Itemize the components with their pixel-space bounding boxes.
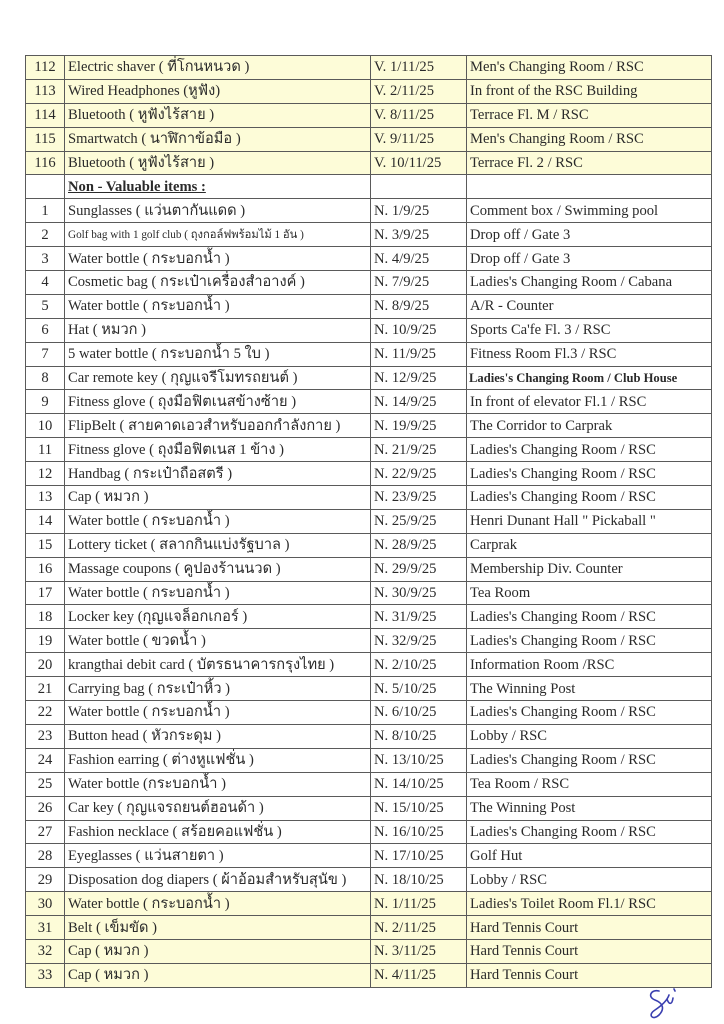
item-description: Carrying bag ( กระเป๋าหิ้ว ) (65, 677, 371, 701)
row-number: 113 (26, 79, 65, 103)
section-heading-row (26, 175, 712, 199)
item-code: V. 9/11/25 (371, 127, 467, 151)
row-number: 18 (26, 605, 65, 629)
found-location: Sports Ca'fe Fl. 3 / RSC (467, 318, 712, 342)
item-description: Locker key (กุญแจล็อกเกอร์ ) (65, 605, 371, 629)
item-description: Massage coupons ( คูปองร้านนวด ) (65, 557, 371, 581)
found-location: Terrace Fl. M / RSC (467, 103, 712, 127)
table-row (26, 677, 712, 701)
item-code: N. 2/11/25 (371, 916, 467, 940)
row-number: 112 (26, 56, 65, 80)
item-description: Water bottle (กระบอกน้ำ ) (65, 772, 371, 796)
table-row (26, 56, 712, 80)
item-code: N. 11/9/25 (371, 342, 467, 366)
row-number: 33 (26, 963, 65, 987)
item-description: krangthai debit card ( บัตรธนาคารกรุงไทย ) (65, 653, 371, 677)
item-description: Electric shaver ( ที่โกนหนวด ) (65, 56, 371, 80)
item-description: Sunglasses ( แว่นตากันแดด ) (65, 199, 371, 223)
row-number: 21 (26, 677, 65, 701)
item-code: N. 32/9/25 (371, 629, 467, 653)
table-row (26, 462, 712, 486)
item-description: Eyeglasses ( แว่นสายตา ) (65, 844, 371, 868)
item-description: Water bottle ( กระบอกน้ำ ) (65, 509, 371, 533)
found-location: The Winning Post (467, 677, 712, 701)
row-number: 20 (26, 653, 65, 677)
table-row (26, 342, 712, 366)
found-location: Ladies's Changing Room / Club House (467, 366, 712, 390)
table-row (26, 629, 712, 653)
item-description: Water bottle ( กระบอกน้ำ ) (65, 581, 371, 605)
item-description: Smartwatch ( นาฬิกาข้อมือ ) (65, 127, 371, 151)
found-location: Ladies's Changing Room / Cabana (467, 271, 712, 295)
table-row (26, 653, 712, 677)
item-description: Cap ( หมวก ) (65, 963, 371, 987)
item-code: N. 8/9/25 (371, 294, 467, 318)
found-location: Tea Room (467, 581, 712, 605)
item-description: Water bottle ( กระบอกน้ำ ) (65, 892, 371, 916)
item-code: N. 31/9/25 (371, 605, 467, 629)
row-number: 15 (26, 533, 65, 557)
table-row (26, 509, 712, 533)
row-number: 6 (26, 318, 65, 342)
found-location: Ladies's Changing Room / RSC (467, 820, 712, 844)
item-code: N. 17/10/25 (371, 844, 467, 868)
item-description: Fitness glove ( ถุงมือฟิตเนสข้างซ้าย ) (65, 390, 371, 414)
table-row (26, 581, 712, 605)
row-number: 5 (26, 294, 65, 318)
found-location: In front of elevator Fl.1 / RSC (467, 390, 712, 414)
found-location: Membership Div. Counter (467, 557, 712, 581)
table-row (26, 820, 712, 844)
found-location: Ladies's Changing Room / RSC (467, 748, 712, 772)
row-number: 16 (26, 557, 65, 581)
item-description: Cap ( หมวก ) (65, 486, 371, 510)
signature-mark (645, 985, 685, 1023)
item-code: N. 21/9/25 (371, 438, 467, 462)
item-description: Fashion earring ( ต่างหูแฟชั่น ) (65, 748, 371, 772)
found-location: Ladies's Toilet Room Fl.1/ RSC (467, 892, 712, 916)
table-row (26, 796, 712, 820)
table-row (26, 294, 712, 318)
item-code: V. 2/11/25 (371, 79, 467, 103)
table-row (26, 390, 712, 414)
item-code: N. 13/10/25 (371, 748, 467, 772)
item-description: Belt ( เข็มขัด ) (65, 916, 371, 940)
row-number: 17 (26, 581, 65, 605)
table-row (26, 916, 712, 940)
table-row (26, 79, 712, 103)
found-location: Ladies's Changing Room / RSC (467, 605, 712, 629)
item-description: Handbag ( กระเป๋าถือสตรี ) (65, 462, 371, 486)
item-description: 5 water bottle ( กระบอกน้ำ 5 ใบ ) (65, 342, 371, 366)
item-code: N. 25/9/25 (371, 509, 467, 533)
item-code: N. 3/11/25 (371, 939, 467, 963)
found-location: Ladies's Changing Room / RSC (467, 438, 712, 462)
found-location: Ladies's Changing Room / RSC (467, 462, 712, 486)
item-code: N. 19/9/25 (371, 414, 467, 438)
row-number: 11 (26, 438, 65, 462)
row-number: 26 (26, 796, 65, 820)
found-location: Men's Changing Room / RSC (467, 127, 712, 151)
item-description: Fashion necklace ( สร้อยคอแฟชั่น ) (65, 820, 371, 844)
row-number: 4 (26, 271, 65, 295)
found-location: Terrace Fl. 2 / RSC (467, 151, 712, 175)
item-code: N. 4/11/25 (371, 963, 467, 987)
table-row (26, 271, 712, 295)
row-number: 19 (26, 629, 65, 653)
item-description: Hat ( หมวก ) (65, 318, 371, 342)
item-code: N. 23/9/25 (371, 486, 467, 510)
row-number: 32 (26, 939, 65, 963)
item-code: V. 8/11/25 (371, 103, 467, 127)
table-row (26, 724, 712, 748)
found-location: The Corridor to Carprak (467, 414, 712, 438)
table-row (26, 366, 712, 390)
found-location: Lobby / RSC (467, 868, 712, 892)
found-location: Drop off / Gate 3 (467, 247, 712, 271)
row-number: 28 (26, 844, 65, 868)
table-row (26, 963, 712, 987)
found-location: Hard Tennis Court (467, 939, 712, 963)
row-number: 23 (26, 724, 65, 748)
table-row (26, 868, 712, 892)
found-location: Drop off / Gate 3 (467, 223, 712, 247)
lost-found-table-sheet (25, 55, 711, 988)
table-row (26, 701, 712, 725)
item-description: Water bottle ( กระบอกน้ำ ) (65, 701, 371, 725)
found-location: Tea Room / RSC (467, 772, 712, 796)
item-description: Lottery ticket ( สลากกินแบ่งรัฐบาล ) (65, 533, 371, 557)
empty-cell (26, 175, 65, 199)
item-code: N. 28/9/25 (371, 533, 467, 557)
row-number: 14 (26, 509, 65, 533)
row-number: 27 (26, 820, 65, 844)
item-description: Cap ( หมวก ) (65, 939, 371, 963)
item-code: N. 14/9/25 (371, 390, 467, 414)
item-code: N. 4/9/25 (371, 247, 467, 271)
table-row (26, 103, 712, 127)
row-number: 116 (26, 151, 65, 175)
row-number: 7 (26, 342, 65, 366)
item-code: N. 6/10/25 (371, 701, 467, 725)
found-location: Men's Changing Room / RSC (467, 56, 712, 80)
row-number: 3 (26, 247, 65, 271)
row-number: 29 (26, 868, 65, 892)
table-row (26, 605, 712, 629)
table-row (26, 127, 712, 151)
item-description: Wired Headphones (หูฟัง) (65, 79, 371, 103)
lost-found-table (25, 55, 712, 988)
item-description: Fitness glove ( ถุงมือฟิตเนส 1 ข้าง ) (65, 438, 371, 462)
item-code: N. 1/9/25 (371, 199, 467, 223)
table-row (26, 318, 712, 342)
found-location: Ladies's Changing Room / RSC (467, 701, 712, 725)
row-number: 31 (26, 916, 65, 940)
table-row (26, 247, 712, 271)
item-code: N. 15/10/25 (371, 796, 467, 820)
table-row (26, 199, 712, 223)
found-location: Hard Tennis Court (467, 963, 712, 987)
table-row (26, 939, 712, 963)
item-code: N. 1/11/25 (371, 892, 467, 916)
item-code: N. 2/10/25 (371, 653, 467, 677)
found-location: Information Room /RSC (467, 653, 712, 677)
section-heading: Non - Valuable items : (68, 178, 206, 195)
item-description: Golf bag with 1 golf club ( ถุงกอล์ฟพร้อมไม้ 1 อัน ) (65, 223, 371, 247)
table-row (26, 533, 712, 557)
item-code: N. 3/9/25 (371, 223, 467, 247)
found-location: A/R - Counter (467, 294, 712, 318)
row-number: 115 (26, 127, 65, 151)
table-row (26, 438, 712, 462)
table-row (26, 414, 712, 438)
item-code: N. 8/10/25 (371, 724, 467, 748)
found-location: Hard Tennis Court (467, 916, 712, 940)
found-location: The Winning Post (467, 796, 712, 820)
row-number: 8 (26, 366, 65, 390)
row-number: 9 (26, 390, 65, 414)
item-description: Cosmetic bag ( กระเป๋าเครื่องสำอางค์ ) (65, 271, 371, 295)
item-code: N. 30/9/25 (371, 581, 467, 605)
found-location: Fitness Room Fl.3 / RSC (467, 342, 712, 366)
found-location: Henri Dunant Hall " Pickaball " (467, 509, 712, 533)
table-body (26, 56, 712, 988)
item-code: N. 29/9/25 (371, 557, 467, 581)
row-number: 12 (26, 462, 65, 486)
item-code: V. 1/11/25 (371, 56, 467, 80)
row-number: 114 (26, 103, 65, 127)
item-description: Bluetooth ( หูฟังไร้สาย ) (65, 151, 371, 175)
row-number: 24 (26, 748, 65, 772)
item-code: N. 14/10/25 (371, 772, 467, 796)
row-number: 30 (26, 892, 65, 916)
item-description: Water bottle ( ขวดน้ำ ) (65, 629, 371, 653)
item-description: Water bottle ( กระบอกน้ำ ) (65, 247, 371, 271)
item-description: Disposation dog diapers ( ผ้าอ้อมสำหรับสุนัข ) (65, 868, 371, 892)
row-number: 10 (26, 414, 65, 438)
table-row (26, 844, 712, 868)
item-code: N. 16/10/25 (371, 820, 467, 844)
empty-cell (371, 175, 467, 199)
row-number: 22 (26, 701, 65, 725)
table-row (26, 748, 712, 772)
item-code: N. 22/9/25 (371, 462, 467, 486)
found-location: Ladies's Changing Room / RSC (467, 486, 712, 510)
item-description: FlipBelt ( สายคาดเอวสำหรับออกกำลังกาย ) (65, 414, 371, 438)
found-location: Ladies's Changing Room / RSC (467, 629, 712, 653)
item-code: N. 12/9/25 (371, 366, 467, 390)
item-description: Water bottle ( กระบอกน้ำ ) (65, 294, 371, 318)
found-location: Golf Hut (467, 844, 712, 868)
section-heading-cell (65, 175, 371, 199)
item-code: V. 10/11/25 (371, 151, 467, 175)
table-row (26, 557, 712, 581)
item-code: N. 10/9/25 (371, 318, 467, 342)
table-row (26, 223, 712, 247)
found-location: Lobby / RSC (467, 724, 712, 748)
found-location: In front of the RSC Building (467, 79, 712, 103)
table-row (26, 151, 712, 175)
found-location: Carprak (467, 533, 712, 557)
row-number: 1 (26, 199, 65, 223)
item-description: Button head ( หัวกระดุม ) (65, 724, 371, 748)
table-row (26, 772, 712, 796)
table-row (26, 486, 712, 510)
item-description: Car remote key ( กุญแจรีโมทรถยนต์ ) (65, 366, 371, 390)
row-number: 2 (26, 223, 65, 247)
empty-cell (467, 175, 712, 199)
item-code: N. 7/9/25 (371, 271, 467, 295)
row-number: 25 (26, 772, 65, 796)
item-code: N. 18/10/25 (371, 868, 467, 892)
item-description: Car key ( กุญแจรถยนต์ฮอนด้า ) (65, 796, 371, 820)
item-description: Bluetooth ( หูฟังไร้สาย ) (65, 103, 371, 127)
row-number: 13 (26, 486, 65, 510)
table-row (26, 892, 712, 916)
found-location: Comment box / Swimming pool (467, 199, 712, 223)
item-code: N. 5/10/25 (371, 677, 467, 701)
